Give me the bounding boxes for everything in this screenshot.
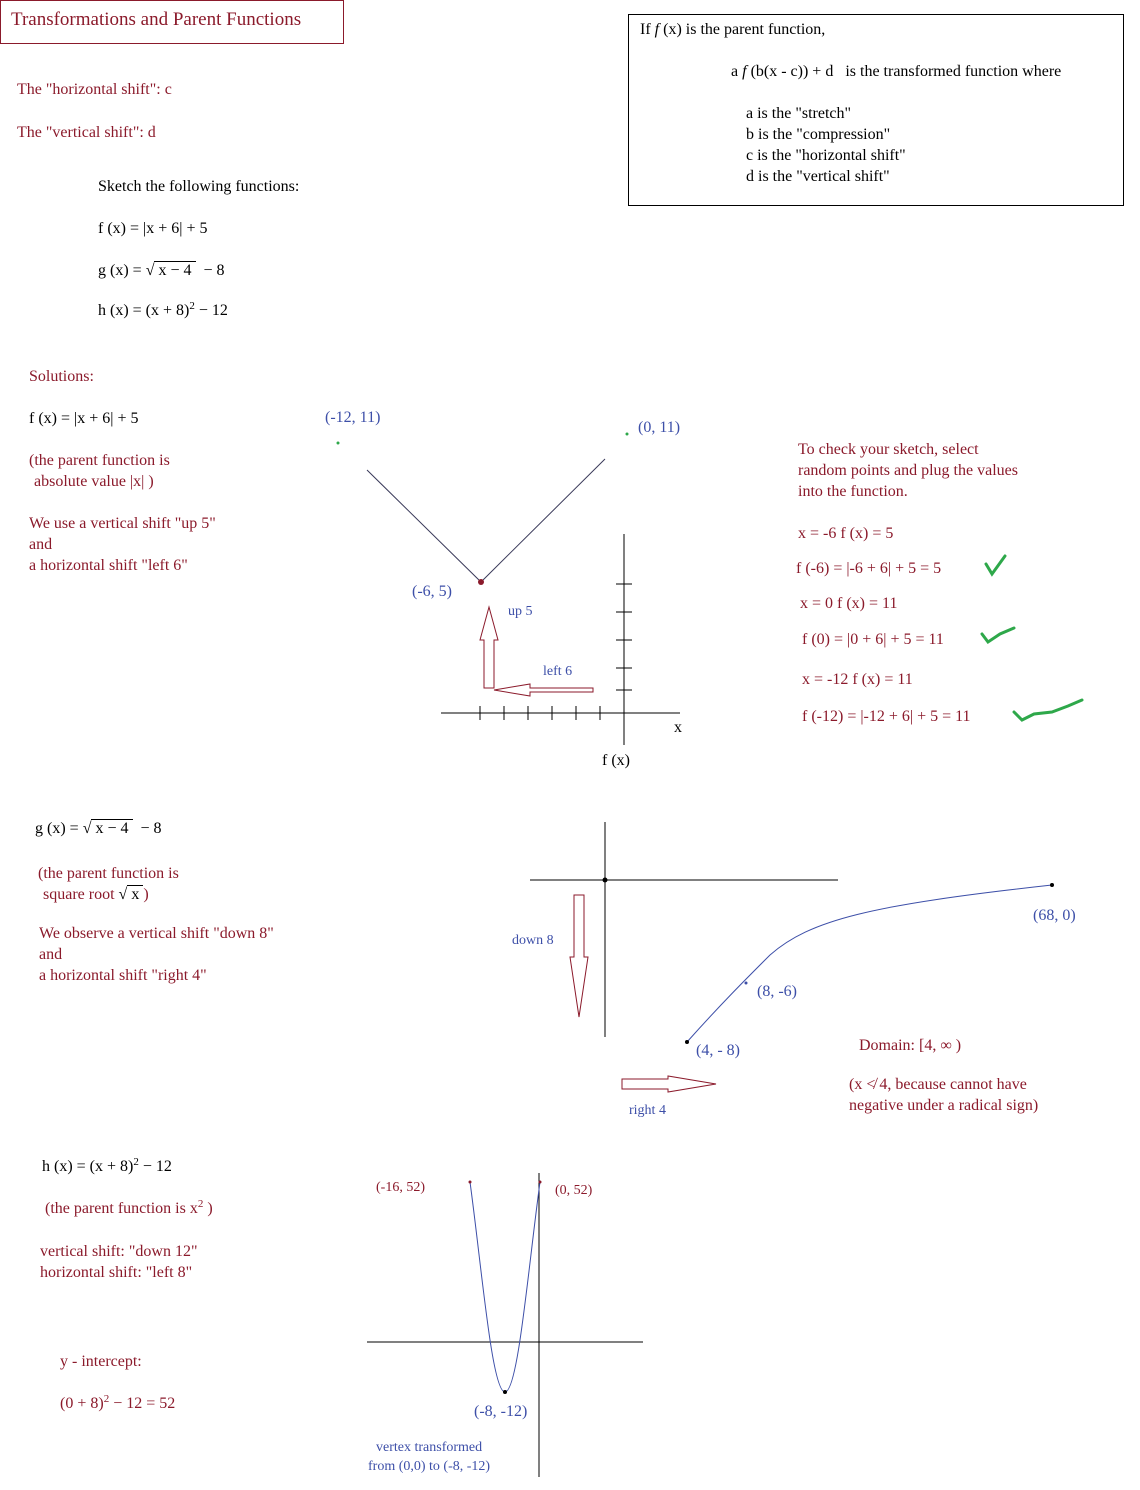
g-sqrt-curve [687,885,1052,1042]
up-arrow [480,607,498,688]
check-line: f (-6) = |-6 + 6| + 5 = 5 [796,560,942,577]
f-shift-note: and [29,536,53,553]
h-graph [367,1173,643,1477]
check-line: f (-12) = |-12 + 6| + 5 = 11 [802,708,971,725]
f-vertex-point [478,579,484,585]
check-intro: To check your sketch, select [798,441,979,458]
vertical-shift-note: The "vertical shift": d [17,124,156,141]
left-6-label: left 6 [543,664,573,679]
radical-sign-icon: √ [82,820,92,837]
g-origin-point [603,878,608,883]
f-graph [337,433,681,746]
h-parabola [470,1182,540,1392]
h-shift-note: horizontal shift: "left 8" [40,1264,193,1281]
g-point-end [1050,883,1054,887]
solutions-heading: Solutions: [29,368,94,385]
g-label-end-point: (68, 0) [1033,907,1076,924]
page-title: Transformations and Parent Functions [11,9,302,30]
solution-f-def: f (x) = |x + 6| + 5 [29,410,139,427]
sketch-f: f (x) = |x + 6| + 5 [98,220,208,237]
definition-formula: a f (b(x - c)) + d is the transformed function where [731,63,1062,80]
g-graph [530,822,1054,1092]
h-parent-note: (the parent function is $x^2$ ) [45,1198,213,1217]
h-label-left-point: (-16, 52) [376,1180,425,1195]
f-y-axis-label: f (x) [602,752,630,769]
horizontal-shift-note: The "horizontal shift": c [17,81,172,98]
vertex-note: vertex transformed [376,1440,483,1455]
f-label-left-point: (-12, 11) [325,409,381,426]
f-x-axis-label: x [674,719,682,736]
g-domain: Domain: [4, ∞ ) [859,1037,962,1054]
f-shift-note: a horizontal shift "left 6" [29,557,188,574]
left-arrow [494,684,593,696]
h-shift-note: vertical shift: "down 12" [40,1243,198,1260]
solution-h-def: h $(x) = (x + 8)^2 - 12$ [42,1156,172,1175]
f-point-left [337,442,340,445]
radical-sign-icon: √ [145,262,155,279]
y-intercept-calc: $(0 + 8)^2 - 12 = 52$ [60,1393,176,1412]
h-label-right-point: (0, 52) [555,1183,593,1198]
g-shift-note: We observe a vertical shift "down 8" [39,925,274,942]
definition-item: a is the "stretch" [746,105,852,122]
h-point-right [539,1181,542,1184]
definition-item: c is the "horizontal shift" [746,147,906,164]
right-4-label: right 4 [629,1103,666,1118]
f-label-vertex: (-6, 5) [412,583,452,600]
check-line: x = -12 f (x) = 11 [802,671,913,688]
g-shift-note: a horizontal shift "right 4" [39,967,207,984]
g-domain-note: negative under a radical sign) [849,1097,1039,1114]
g-label-start-point: (4, - 8) [696,1042,740,1059]
definition-item: b is the "compression" [746,126,891,143]
check-marks [982,556,1082,720]
f-shift-note: We use a vertical shift "up 5" [29,515,216,532]
check-line: x = -6 f (x) = 5 [798,525,894,542]
f-abs-curve [367,459,605,582]
f-parent-note: (the parent function is [29,452,170,469]
g-parent-note: (the parent function is [38,865,179,882]
g-parent-note: square root √ x ) [43,886,149,903]
y-intercept-label: y - intercept: [60,1353,142,1370]
check-icon [982,628,1014,642]
h-vertex-point [503,1390,507,1394]
g-label-mid-point: (8, -6) [757,983,797,1000]
check-line: f (0) = |0 + 6| + 5 = 11 [802,631,944,648]
definition-item: d is the "vertical shift" [746,168,890,185]
sketch-heading: Sketch the following functions: [98,178,300,195]
check-icon [1014,700,1082,720]
radical-sign-icon: √ [118,886,128,903]
f-point-right [626,433,629,436]
check-intro: random points and plug the values [798,462,1018,479]
down-8-label: down 8 [512,933,554,948]
h-label-vertex: (-8, -12) [474,1403,528,1420]
f-label-right-point: (0, 11) [638,419,681,436]
down-arrow [570,895,588,1017]
sketch-g: g (x) = √ x − 4 − 8 [98,262,225,279]
g-shift-note: and [39,946,63,963]
g-point-start [685,1040,689,1044]
sketch-h: h $(x) = (x + 8)^2 - 12$ [98,300,228,319]
f-parent-note: absolute value |x| ) [34,473,154,490]
check-line: x = 0 f (x) = 11 [800,595,898,612]
g-domain-note: (x ≮ 4, because cannot have [849,1076,1027,1093]
check-icon [986,556,1005,574]
solution-g-def: g (x) = √ x − 4 − 8 [35,820,162,837]
definition-intro: If f (x) is the parent function, [640,21,826,38]
right-arrow [622,1076,716,1092]
g-point-mid [745,982,748,985]
check-intro: into the function. [798,483,908,500]
vertex-note: from (0,0) to (-8, -12) [368,1459,491,1474]
h-point-left [469,1181,472,1184]
up-5-label: up 5 [508,604,533,619]
